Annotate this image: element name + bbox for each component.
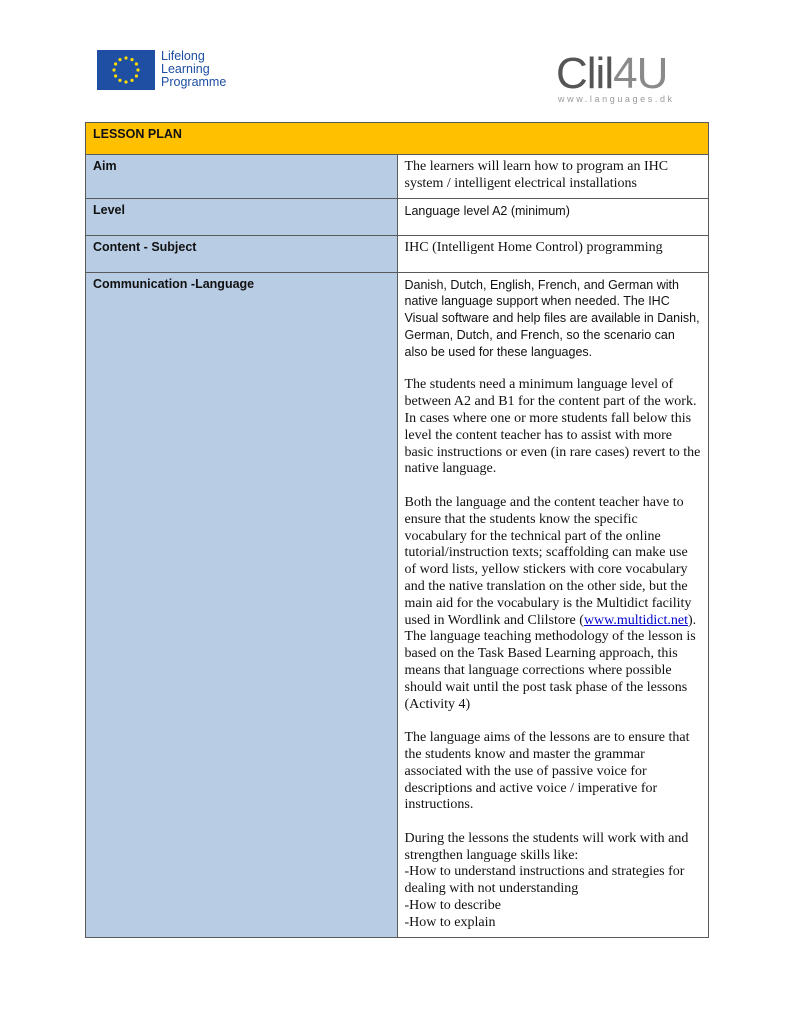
llp-logo-line: Learning xyxy=(161,62,210,76)
llp-logo-text xyxy=(161,50,226,89)
table-row-level xyxy=(86,198,709,235)
aim-label: Aim xyxy=(86,155,398,199)
communication-language-label: Communication -Language xyxy=(86,272,398,937)
communication-paragraph-3 xyxy=(405,495,702,713)
level-label: Level xyxy=(86,198,398,235)
clil4u-wordmark xyxy=(556,49,696,98)
skill-list-item: -How to understand instructions and strategies for dealing with not understanding xyxy=(404,864,685,897)
clil4u-url: www.languages.dk xyxy=(558,94,675,104)
communication-paragraph-1: Danish, Dutch, English, French, and German with native language support when needed. The IHC Visual software and help files are available in Danish, German, Dutch, and French, so the scenario can also be used for these languages. xyxy=(404,277,700,359)
clil4u-word-accent: 4U xyxy=(613,49,668,98)
communication-language-value xyxy=(397,272,709,937)
communication-paragraph-4: The language aims of the lessons are to ensure that the students know and master the grammar associated with the use of passive voice for descriptions and active voice / imperative for instructions. xyxy=(404,730,690,813)
table-header-row xyxy=(86,123,709,155)
clil4u-word-main: Clil xyxy=(556,49,614,98)
content-subject-value: IHC (Intelligent Home Control) programming xyxy=(397,235,709,272)
paragraph-3-text-after: ). The language teaching methodology of the lesson is based on the Task Based Learning approach, this means that language corrections where possible should wait until the post task phase of the lessons (Activity 4) xyxy=(404,612,697,712)
lesson-plan-title: LESSON PLAN xyxy=(86,123,709,155)
content-subject-label: Content - Subject xyxy=(86,235,398,272)
llp-logo-line: Programme xyxy=(161,75,227,89)
table-row-content-subject xyxy=(86,235,709,272)
eu-flag-icon xyxy=(97,50,155,90)
llp-logo-line: Lifelong xyxy=(161,49,205,63)
clil4u-logo xyxy=(556,49,696,108)
lifelong-learning-programme-logo xyxy=(97,50,237,92)
lesson-plan-table xyxy=(85,122,709,938)
skill-list-item: -How to explain xyxy=(404,914,496,930)
communication-paragraph-2: The students need a minimum language level of between A2 and B1 for the content part of the work. In cases where one or more students fall below this level the content teacher has to assist with more basic instructions or even (in rare cases) revert to the native language. xyxy=(404,377,701,477)
paragraph-5-intro: During the lessons the students will work with and strengthen language skills like: xyxy=(404,830,689,863)
communication-paragraph-5 xyxy=(405,831,702,932)
table-row-aim xyxy=(86,155,709,199)
table-row-communication-language xyxy=(86,272,709,937)
paragraph-3-text-before: Both the language and the content teacher have to ensure that the students know the specific vocabulary for the technical part of the online tutorial/instruction texts; scaffolding can make use of word lists, yellow stickers with core vocabulary and the native translation on the other side, but the main aid for the vocabulary is the Multidict facility used in Wordlink and Clilstore ( xyxy=(404,494,692,628)
multidict-link[interactable]: www.multidict.net xyxy=(583,612,689,628)
level-value: Language level A2 (minimum) xyxy=(397,198,709,235)
aim-value: The learners will learn how to program an IHC system / intelligent electrical installations xyxy=(397,155,709,199)
skill-list-item: -How to describe xyxy=(404,898,501,914)
